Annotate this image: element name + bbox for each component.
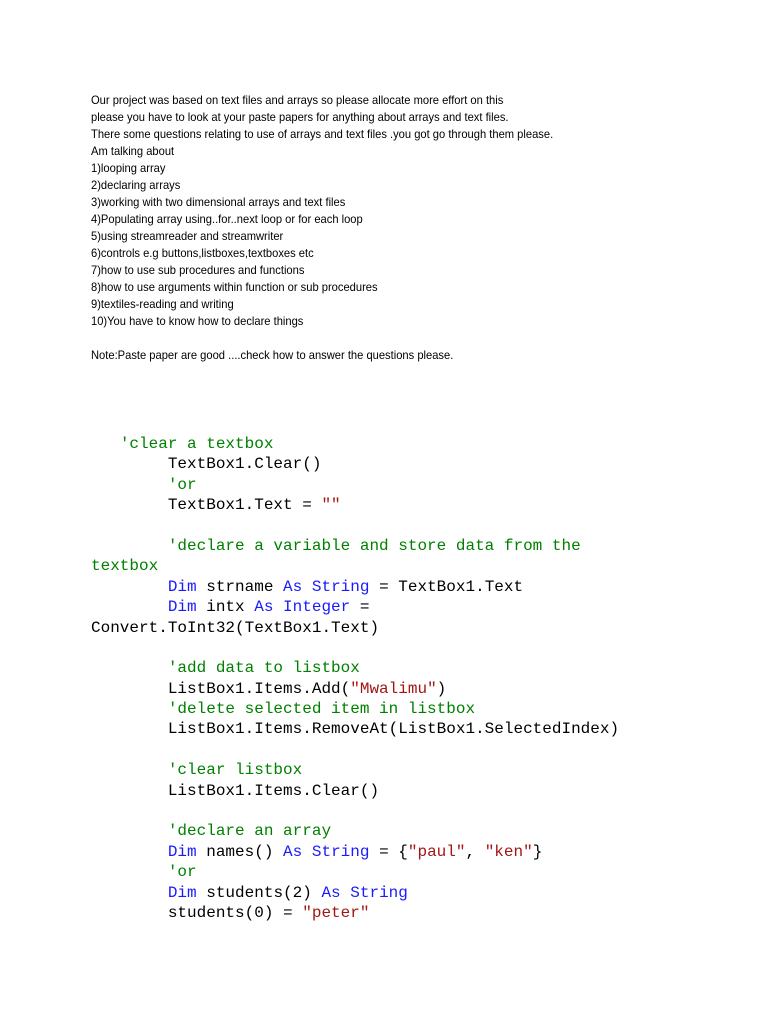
code-identifier: strname	[196, 577, 284, 596]
topic-item: 6)controls e.g buttons,listboxes,textboxes etc	[91, 246, 314, 260]
topic-item: 8)how to use arguments within function or sub procedures	[91, 280, 378, 294]
code-keyword: String	[350, 883, 408, 902]
code-keyword: As	[283, 842, 303, 861]
topic-item: 2)declaring arrays	[91, 178, 181, 192]
code-statement: ListBox1.Items.Clear()	[167, 781, 380, 800]
code-identifier: students(2)	[196, 883, 322, 902]
code-statement: Convert.ToInt32(TextBox1.Text)	[91, 618, 380, 637]
code-keyword: Dim	[167, 577, 197, 596]
topic-item: 3)working with two dimensional arrays and text files	[91, 195, 346, 209]
code-comment: 'declare an array	[167, 822, 332, 841]
code-line	[91, 760, 731, 780]
code-keyword: String	[311, 842, 370, 861]
code-line	[91, 862, 731, 882]
code-line	[91, 679, 731, 699]
intro-line: please you have to look at your paste papers for anything about arrays and text files.	[91, 110, 509, 124]
code-statement: = TextBox1.Text	[369, 577, 524, 596]
code-identifier: names()	[196, 842, 284, 861]
code-line	[91, 454, 731, 474]
code-identifier: intx	[196, 598, 255, 617]
code-line	[91, 719, 731, 739]
code-keyword: Integer	[283, 598, 351, 617]
code-line	[91, 434, 731, 454]
topic-item: 10)You have to know how to declare things	[91, 314, 304, 328]
code-comment: 'declare a variable and store data from the	[167, 536, 581, 555]
code-statement: ListBox1.Items.RemoveAt(ListBox1.SelectedIndex)	[167, 720, 620, 739]
code-string: "ken"	[484, 842, 533, 861]
code-statement: students(0) =	[167, 903, 303, 922]
code-punct: )	[436, 679, 447, 698]
topic-item: 7)how to use sub procedures and functions	[91, 263, 305, 277]
code-block	[91, 434, 731, 923]
code-line	[91, 842, 731, 862]
code-punct: = {	[369, 842, 408, 861]
code-line	[91, 883, 731, 903]
code-comment: 'add data to listbox	[167, 659, 360, 678]
topic-item: 1)looping array	[91, 161, 166, 175]
code-string: ""	[321, 496, 341, 515]
code-statement: =	[350, 598, 370, 617]
code-line	[91, 495, 731, 515]
code-string: "paul"	[407, 842, 466, 861]
paragraph-gap	[91, 330, 731, 347]
code-line	[91, 903, 731, 923]
code-keyword: Dim	[167, 842, 197, 861]
code-keyword: Dim	[167, 598, 197, 617]
code-statement: TextBox1.Clear()	[167, 455, 322, 474]
code-comment: textbox	[91, 557, 159, 576]
code-comment: 'clear listbox	[167, 761, 303, 780]
intro-line: Our project was based on text files and arrays so please allocate more effort on this	[91, 93, 504, 107]
code-line	[91, 658, 731, 678]
code-line	[91, 556, 731, 576]
code-line	[91, 577, 731, 597]
code-keyword: As	[254, 598, 274, 617]
code-keyword: Dim	[167, 883, 197, 902]
blank-line	[91, 740, 731, 760]
code-statement: ListBox1.Items.Add(	[167, 679, 351, 698]
code-line	[91, 618, 731, 638]
code-string: "Mwalimu"	[350, 679, 437, 698]
blank-line	[91, 801, 731, 821]
topic-item: 9)textiles-reading and writing	[91, 297, 234, 311]
code-line	[91, 597, 731, 617]
code-line	[91, 475, 731, 495]
code-keyword: String	[311, 577, 370, 596]
code-line	[91, 536, 731, 556]
intro-line: There some questions relating to use of arrays and text files .you got go through them please.	[91, 127, 554, 141]
blank-line	[91, 516, 731, 536]
code-punct: ,	[465, 842, 485, 861]
code-comment: 'clear a textbox	[119, 435, 274, 453]
code-line	[91, 821, 731, 841]
code-punct: }	[532, 842, 543, 861]
code-comment: 'or	[167, 475, 197, 494]
intro-notes	[91, 92, 731, 364]
code-line	[91, 781, 731, 801]
code-statement: TextBox1.Text =	[167, 496, 322, 515]
code-string: "peter"	[302, 903, 370, 922]
topic-item: 5)using streamreader and streamwriter	[91, 229, 284, 243]
note-line: Note:Paste paper are good ....check how to answer the questions please.	[91, 348, 454, 362]
blank-line	[91, 638, 731, 658]
code-keyword: As	[321, 883, 341, 902]
code-comment: 'delete selected item in listbox	[167, 700, 476, 719]
code-comment: 'or	[167, 863, 197, 882]
code-line	[91, 699, 731, 719]
code-keyword: As	[283, 577, 303, 596]
topic-item: 4)Populating array using..for..next loop or for each loop	[91, 212, 363, 226]
intro-line: Am talking about	[91, 144, 175, 158]
